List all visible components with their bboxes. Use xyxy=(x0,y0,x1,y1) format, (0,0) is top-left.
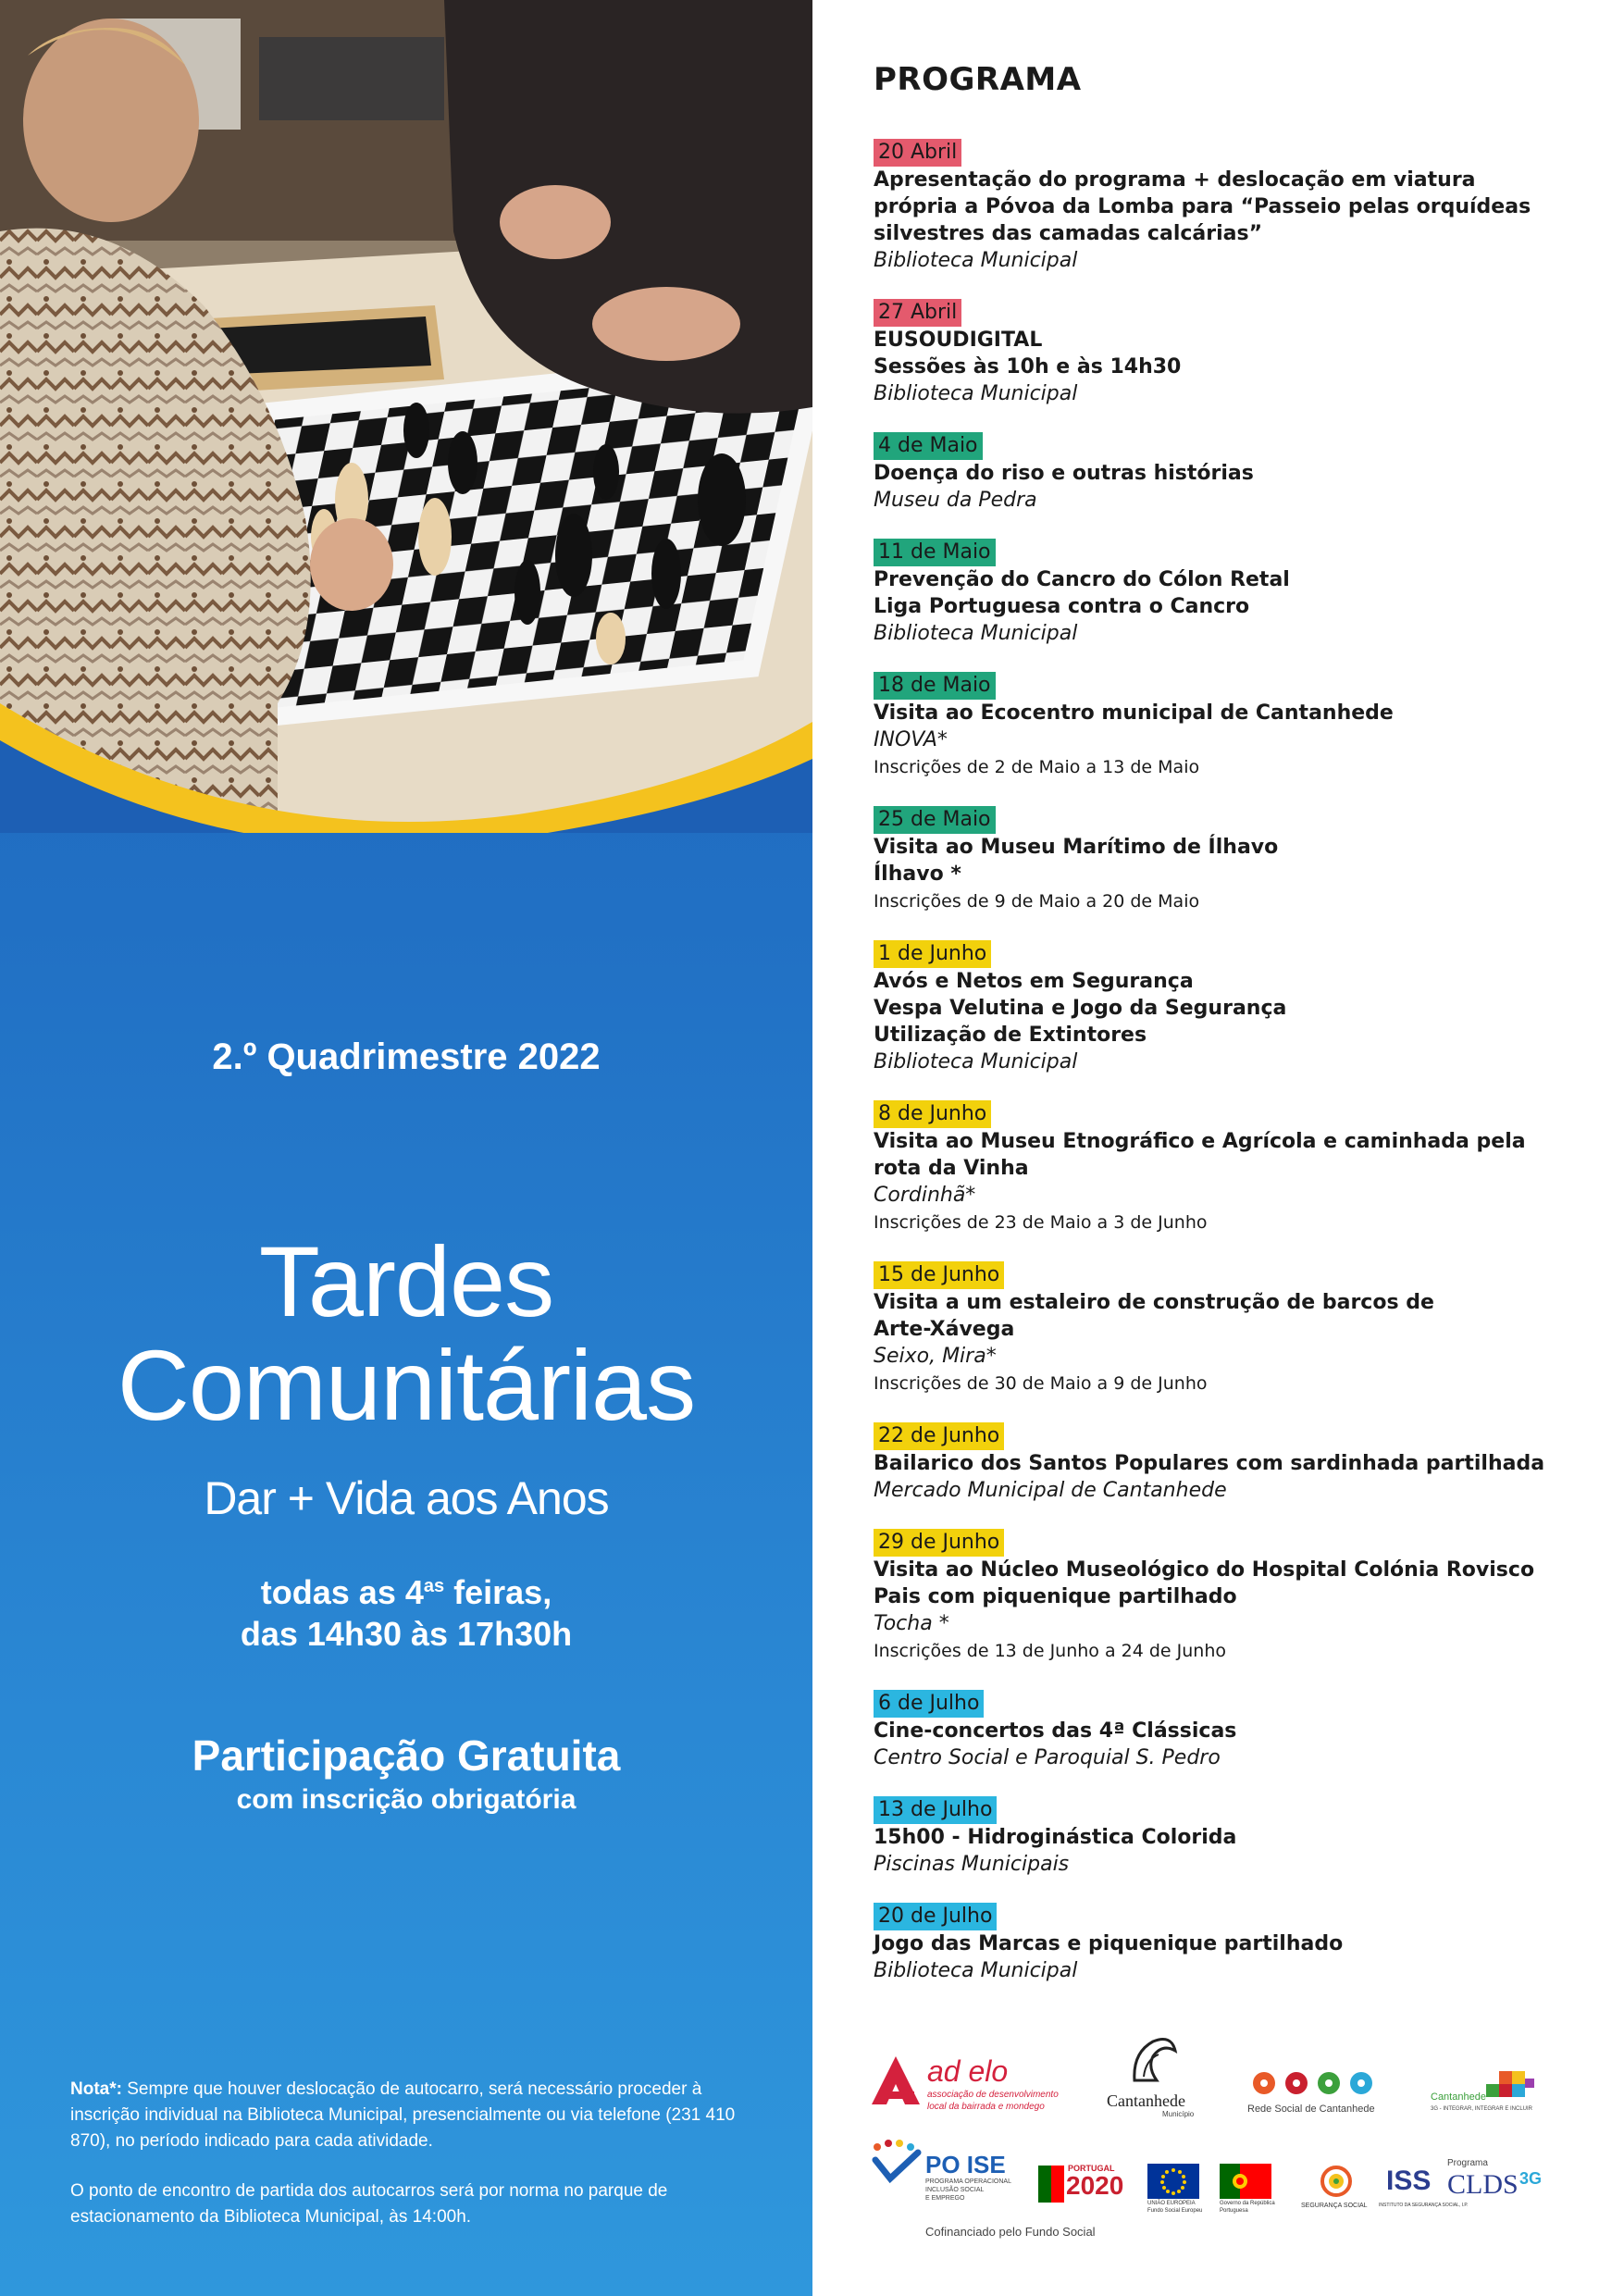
gov-text2: Portuguesa xyxy=(1220,2208,1248,2214)
program-event xyxy=(874,806,1605,915)
adelo-sub1: associação de desenvolvimento xyxy=(927,2090,1059,2100)
footnote-text-1: Sempre que houver deslocação de autocarro, será necessário proceder à inscrição individual na Biblioteca Municipal, presencialmente ou via telefone (231 410 870), no período indicado para cada atividade. xyxy=(70,2079,736,2151)
event-location: Biblioteca Municipal xyxy=(874,249,1078,272)
event-title-line: Prevenção do Cancro do Cólon Retal xyxy=(874,568,1290,591)
event-location: Cordinhã* xyxy=(874,1184,976,1207)
event-title-line: Utilização de Extintores xyxy=(874,1024,1147,1047)
event-list xyxy=(874,139,1605,2009)
program-event xyxy=(874,1100,1605,1236)
event-location: Tocha * xyxy=(874,1612,949,1635)
event-date-badge: 11 de Maio xyxy=(874,539,996,566)
cantanhede-3g-logo xyxy=(1431,2066,1551,2123)
poise-logo xyxy=(868,2138,1053,2212)
cantanhede-3g-name: Cantanhede xyxy=(1431,2091,1486,2103)
event-title-line: Visita ao Museu Marítimo de Ílhavo xyxy=(874,836,1279,859)
seguranca-social-name: SEGURANÇA SOCIAL xyxy=(1301,2203,1368,2209)
poise-sub2: INCLUSÃO SOCIAL xyxy=(925,2187,985,2193)
event-title-line: Visita a um estaleiro de construção de barcos de xyxy=(874,1291,1434,1314)
schedule-suffix: feiras, xyxy=(444,1573,552,1611)
event-title-line: própria a Póvoa da Lomba para “Passeio pelas orquídeas xyxy=(874,195,1531,218)
portugal2020-logo xyxy=(1038,2164,1140,2210)
seguranca-social-mark-icon xyxy=(1310,2164,1362,2199)
adelo-logo xyxy=(868,2053,1072,2117)
event-location: Mercado Municipal de Cantanhede xyxy=(874,1479,1227,1502)
eu-text2: Fundo Social Europeu xyxy=(1147,2208,1203,2214)
event-date-badge: 20 Abril xyxy=(874,139,961,167)
event-location: Seixo, Mira* xyxy=(874,1345,997,1368)
event-date-badge: 29 de Junho xyxy=(874,1529,1004,1557)
program-event xyxy=(874,1261,1605,1397)
clds-logo xyxy=(1447,2158,1568,2214)
event-date-badge: 1 de Junho xyxy=(874,940,991,968)
event-registration-period: Inscrições de 2 de Maio a 13 de Maio xyxy=(874,757,1200,777)
cantanhede-bird-icon xyxy=(1125,2034,1181,2090)
footnote-label: Nota*: xyxy=(70,2079,122,2099)
footnote xyxy=(70,2077,755,2254)
schedule-prefix: todas as 4 xyxy=(260,1573,424,1611)
event-date-badge: 22 de Junho xyxy=(874,1422,1004,1450)
event-title-line1: Tardes xyxy=(258,1225,554,1337)
portugal-flag-icon xyxy=(1220,2164,1271,2199)
schedule-hours: das 14h30 às 17h30h xyxy=(240,1615,573,1653)
portugal2020-mark-icon xyxy=(1038,2166,1064,2203)
event-subtitle: Dar + Vida aos Anos xyxy=(204,1472,609,1524)
clds-program: Programa xyxy=(1447,2158,1488,2168)
program-event xyxy=(874,1529,1605,1665)
event-location: Biblioteca Municipal xyxy=(874,622,1078,645)
event-date-badge: 20 de Julho xyxy=(874,1903,997,1930)
program-event xyxy=(874,432,1605,514)
clds-name: CLDS xyxy=(1447,2169,1519,2200)
gov-text1: Governo da República xyxy=(1220,2201,1275,2206)
chess-photo-illustration xyxy=(0,0,812,833)
poise-sub3: E EMPREGO xyxy=(925,2195,965,2202)
event-registration-period: Inscrições de 23 de Maio a 3 de Junho xyxy=(874,1212,1208,1233)
event-title-line: Arte-Xávega xyxy=(874,1318,1015,1341)
event-title-line: rota da Vinha xyxy=(874,1157,1029,1180)
event-title-line: Visita ao Museu Etnográfico e Agrícola e caminhada pela xyxy=(874,1130,1526,1153)
event-title-line: Cine-concertos das 4ª Clássicas xyxy=(874,1719,1237,1743)
program-event xyxy=(874,139,1605,274)
government-logo xyxy=(1220,2164,1284,2219)
adelo-sub2: local da bairrada e mondego xyxy=(927,2102,1045,2112)
event-title-line: Bailarico dos Santos Populares com sardinhada partilhada xyxy=(874,1452,1545,1475)
clds-number: 3G xyxy=(1519,2169,1543,2188)
program-event xyxy=(874,1903,1605,1984)
footnote-paragraph-2: O ponto de encontro de partida dos autocarros será por norma no parque de estacionamento da Biblioteca Municipal, às 14:00h. xyxy=(70,2181,668,2227)
poise-name: PO ISE xyxy=(925,2151,1006,2178)
event-title-line: Doença do riso e outras histórias xyxy=(874,462,1254,485)
eu-text1: UNIÃO EUROPEIA xyxy=(1147,2201,1196,2206)
event-title-line: Liga Portuguesa contra o Cancro xyxy=(874,595,1250,618)
event-title-line: 15h00 - Hidroginástica Colorida xyxy=(874,1826,1237,1849)
event-title-line: EUSOUDIGITAL xyxy=(874,329,1043,352)
cantanhede-3g-sub: 3G - INTEGRAR, INTEGRAR E INCLUIR xyxy=(1431,2106,1533,2112)
event-date-badge: 27 Abril xyxy=(874,299,961,327)
event-title-line: Visita ao Núcleo Museológico do Hospital Colónia Rovisco xyxy=(874,1558,1535,1582)
event-registration-period: Inscrições de 30 de Maio a 9 de Junho xyxy=(874,1373,1208,1394)
event-location: Centro Social e Paroquial S. Pedro xyxy=(874,1746,1221,1769)
event-title-line: Jogo das Marcas e piquenique partilhado xyxy=(874,1932,1344,1955)
event-date-badge: 25 de Maio xyxy=(874,806,996,834)
program-event xyxy=(874,1690,1605,1771)
seguranca-social-logo xyxy=(1301,2164,1375,2219)
footnote-paragraph-1 xyxy=(70,2077,755,2154)
registration-label: com inscrição obrigatória xyxy=(236,1784,576,1815)
event-date-badge: 13 de Julho xyxy=(874,1796,997,1824)
event-title-line: Visita ao Ecocentro municipal de Cantanhede xyxy=(874,701,1394,725)
event-title-line: Sessões às 10h e às 14h30 xyxy=(874,355,1182,379)
adelo-name: ad elo xyxy=(927,2054,1009,2088)
event-date-badge: 8 de Junho xyxy=(874,1100,991,1128)
cofinancing-label: Cofinanciado pelo Fundo Social xyxy=(925,2225,1096,2239)
event-location: Biblioteca Municipal xyxy=(874,1050,1078,1074)
event-title-line: Ílhavo * xyxy=(874,863,961,886)
event-location: Biblioteca Municipal xyxy=(874,382,1078,405)
event-date-badge: 15 de Junho xyxy=(874,1261,1004,1289)
program-event xyxy=(874,940,1605,1075)
program-event xyxy=(874,672,1605,781)
poise-sub1: PROGRAMA OPERACIONAL xyxy=(925,2178,1011,2185)
event-location: INOVA* xyxy=(874,728,948,751)
program-title: PROGRAMA xyxy=(874,61,1082,98)
event-location: Museu da Pedra xyxy=(874,489,1037,512)
portugal2020-label: 2020 xyxy=(1066,2171,1124,2200)
flowers-icon xyxy=(1246,2068,1394,2100)
eu-flag-icon xyxy=(1147,2164,1199,2199)
cantanhede-name: Cantanhede xyxy=(1107,2091,1185,2110)
event-date-badge: 18 de Maio xyxy=(874,672,996,700)
event-date-badge: 6 de Julho xyxy=(874,1690,984,1718)
event-date-badge: 4 de Maio xyxy=(874,432,983,460)
chess-photo xyxy=(0,0,812,833)
program-event xyxy=(874,1796,1605,1878)
event-title-line: silvestres das camadas calcárias” xyxy=(874,222,1263,245)
schedule-sup: as xyxy=(423,1576,445,1596)
participation-label: Participação Gratuita xyxy=(192,1731,621,1780)
eu-logo xyxy=(1147,2164,1210,2219)
event-registration-period: Inscrições de 13 de Junho a 24 de Junho xyxy=(874,1641,1227,1661)
event-registration-period: Inscrições de 9 de Maio a 20 de Maio xyxy=(874,891,1200,912)
program-event xyxy=(874,1422,1605,1504)
iss-sub: INSTITUTO DA SEGURANÇA SOCIAL, I.P. xyxy=(1379,2203,1469,2208)
event-title-line: Avós e Netos em Segurança xyxy=(874,970,1194,993)
cantanhede-logo xyxy=(1107,2034,1199,2123)
iss-name: ISS xyxy=(1386,2166,1432,2196)
event-location: Piscinas Municipais xyxy=(874,1853,1070,1876)
program-event xyxy=(874,299,1605,407)
cantanhede-sub: Município xyxy=(1162,2110,1195,2118)
event-location: Biblioteca Municipal xyxy=(874,1959,1078,1982)
adelo-mark-icon xyxy=(868,2053,924,2108)
quadrimester-label: 2.º Quadrimestre 2022 xyxy=(212,1036,601,1077)
rede-social-name: Rede Social de Cantanhede xyxy=(1247,2104,1375,2115)
portugal-label: PORTUGAL xyxy=(1068,2164,1115,2173)
event-title-line: Vespa Velutina e Jogo da Segurança xyxy=(874,997,1287,1020)
event-title-line: Apresentação do programa + deslocação em viatura xyxy=(874,168,1476,192)
event-title-line2: Comunitárias xyxy=(117,1329,696,1441)
program-event xyxy=(874,539,1605,647)
schedule-days xyxy=(0,1573,812,1612)
rede-social-logo xyxy=(1246,2068,1394,2124)
poise-mark-icon xyxy=(868,2138,924,2184)
program-panel xyxy=(812,0,1624,2296)
event-title-line: Pais com piquenique partilhado xyxy=(874,1585,1237,1608)
puzzle-icon xyxy=(1482,2066,1538,2112)
